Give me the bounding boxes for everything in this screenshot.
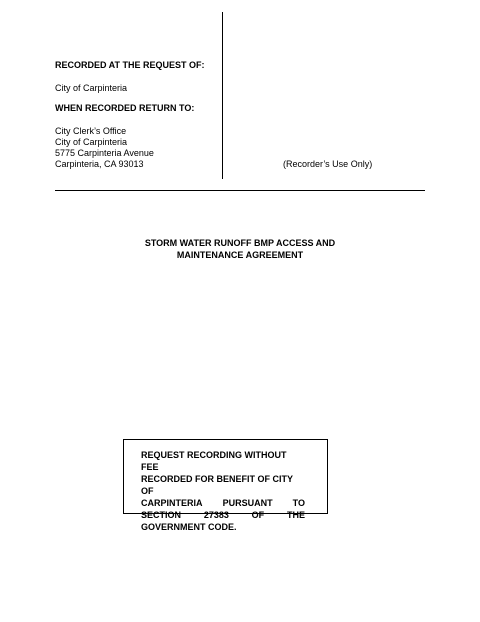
fee-word: THE bbox=[286, 510, 305, 520]
header-divider-horizontal bbox=[55, 190, 425, 191]
fee-word: 27383 bbox=[203, 510, 229, 520]
fee-word: TO bbox=[292, 498, 305, 508]
fee-word: OF bbox=[251, 510, 265, 520]
fee-line bbox=[141, 497, 305, 509]
fee-line bbox=[141, 509, 305, 521]
return-address-line: City Clerk’s Office bbox=[55, 126, 127, 136]
document-title-line: MAINTENANCE AGREEMENT bbox=[176, 250, 304, 260]
recorded-at-label: RECORDED AT THE REQUEST OF: bbox=[55, 60, 205, 70]
fee-word: PURSUANT bbox=[222, 498, 273, 508]
return-address-line: Carpinteria, CA 93013 bbox=[55, 159, 144, 169]
fee-line bbox=[141, 473, 305, 497]
recorder-use-only-note: (Recorder’s Use Only) bbox=[283, 159, 373, 169]
fee-line bbox=[141, 449, 305, 473]
fee-exemption-box bbox=[123, 439, 328, 532]
fee-word: SECTION bbox=[141, 510, 182, 520]
fee-line bbox=[141, 521, 305, 533]
requester-name: City of Carpinteria bbox=[55, 83, 128, 93]
recorder-divider-vertical bbox=[222, 12, 223, 179]
fee-word: CARPINTERIA bbox=[141, 498, 203, 508]
fee-line-text: REQUEST RECORDING WITHOUT FEE bbox=[141, 450, 287, 472]
document-title-line: STORM WATER RUNOFF BMP ACCESS AND bbox=[144, 238, 336, 248]
fee-exemption-text bbox=[141, 449, 305, 533]
return-to-label: WHEN RECORDED RETURN TO: bbox=[55, 103, 195, 113]
fee-line-text: GOVERNMENT CODE. bbox=[141, 522, 237, 532]
return-address-line: City of Carpinteria bbox=[55, 137, 128, 147]
document-title bbox=[100, 237, 380, 261]
return-address bbox=[55, 126, 154, 170]
return-address-line: 5775 Carpinteria Avenue bbox=[55, 148, 154, 158]
fee-line-text: RECORDED FOR BENEFIT OF CITY OF bbox=[141, 474, 293, 496]
